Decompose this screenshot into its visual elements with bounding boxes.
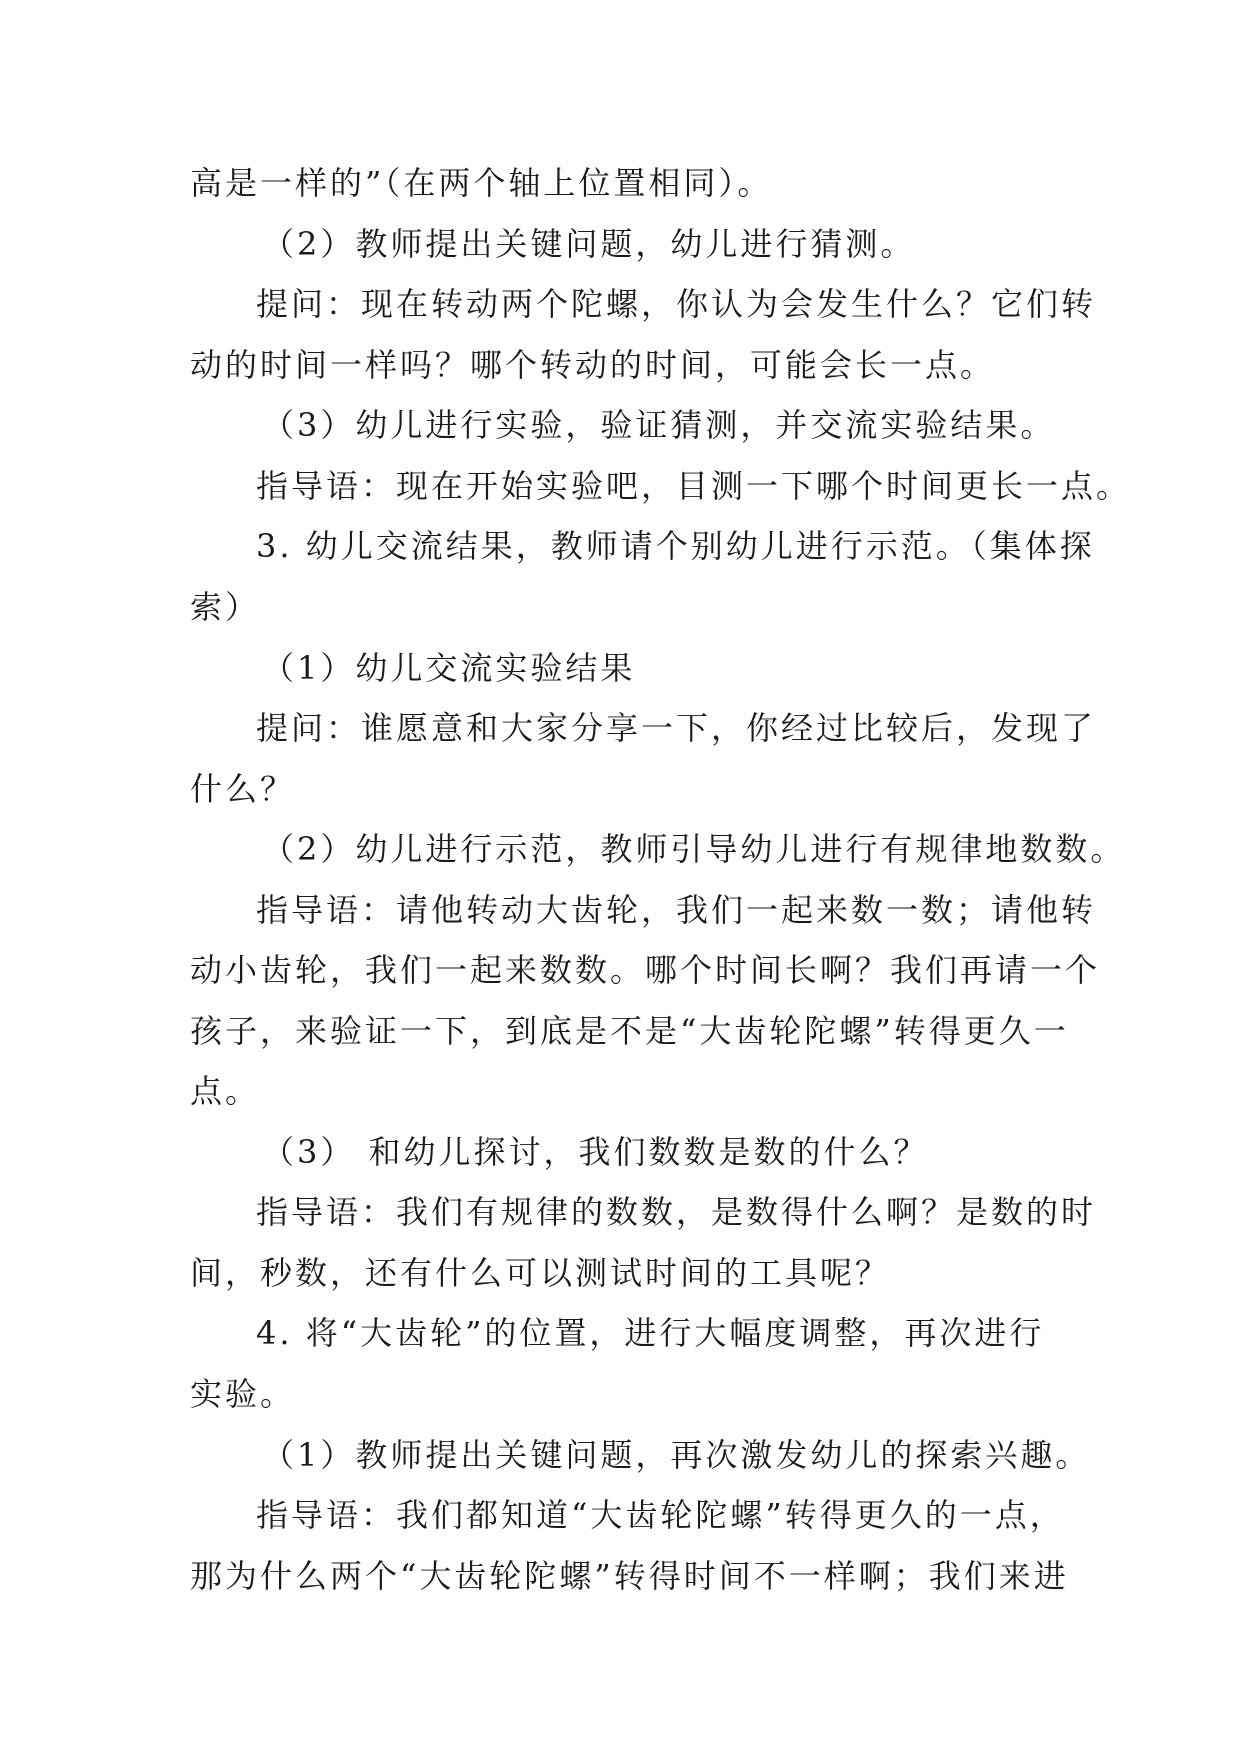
text-line: 点。 xyxy=(190,1072,261,1110)
text-line: （1）幼儿交流实验结果 xyxy=(262,649,636,687)
text-line: 指导语：我们都知道“大齿轮陀螺”转得更久的一点， xyxy=(256,1496,1065,1534)
text-line: 提问：现在转动两个陀螺，你认为会发生什么？它们转 xyxy=(256,285,1097,323)
text-line: 指导语：请他转动大齿轮，我们一起来数一数；请他转 xyxy=(256,891,1097,929)
text-line: 高是一样的”（在两个轴上位置相同）。 xyxy=(190,164,773,202)
text-line: 孩子，来验证一下，到底是不是“大齿轮陀螺”转得更久一 xyxy=(190,1012,1069,1050)
text-line: （2）教师提出关键问题，幼儿进行猜测。 xyxy=(262,225,916,263)
text-line: 什么？ xyxy=(190,770,296,808)
text-line: 提问：谁愿意和大家分享一下，你经过比较后，发现了 xyxy=(256,709,1097,747)
text-line: 实验。 xyxy=(190,1375,296,1413)
text-line: （3）幼儿进行实验，验证猜测，并交流实验结果。 xyxy=(262,406,1056,444)
text-line: 3. 幼儿交流结果，教师请个别幼儿进行示范。（集体探 xyxy=(256,527,1095,565)
text-line: 那为什么两个“大齿轮陀螺”转得时间不一样啊；我们来进 xyxy=(190,1557,1069,1595)
text-line: 指导语：我们有规律的数数，是数得什么啊？是数的时 xyxy=(256,1193,1097,1231)
text-line: 间，秒数，还有什么可以测试时间的工具呢？ xyxy=(190,1254,891,1292)
text-line: 索） xyxy=(190,588,261,626)
text-line: 指导语：现在开始实验吧，目测一下哪个时间更长一点。 xyxy=(256,467,1132,505)
text-line: （3） 和幼儿探讨，我们数数是数的什么？ xyxy=(262,1133,929,1171)
text-line: 4. 将“大齿轮”的位置，进行大幅度调整，再次进行 xyxy=(256,1314,1045,1352)
text-line: （2）幼儿进行示范，教师引导幼儿进行有规律地数数。 xyxy=(262,830,1126,868)
text-line: 动小齿轮，我们一起来数数。哪个时间长啊？我们再请一个 xyxy=(190,951,1101,989)
text-line: （1）教师提出关键问题，再次激发幼儿的探索兴趣。 xyxy=(262,1436,1091,1474)
text-line: 动的时间一样吗？哪个转动的时间，可能会长一点。 xyxy=(190,346,996,384)
